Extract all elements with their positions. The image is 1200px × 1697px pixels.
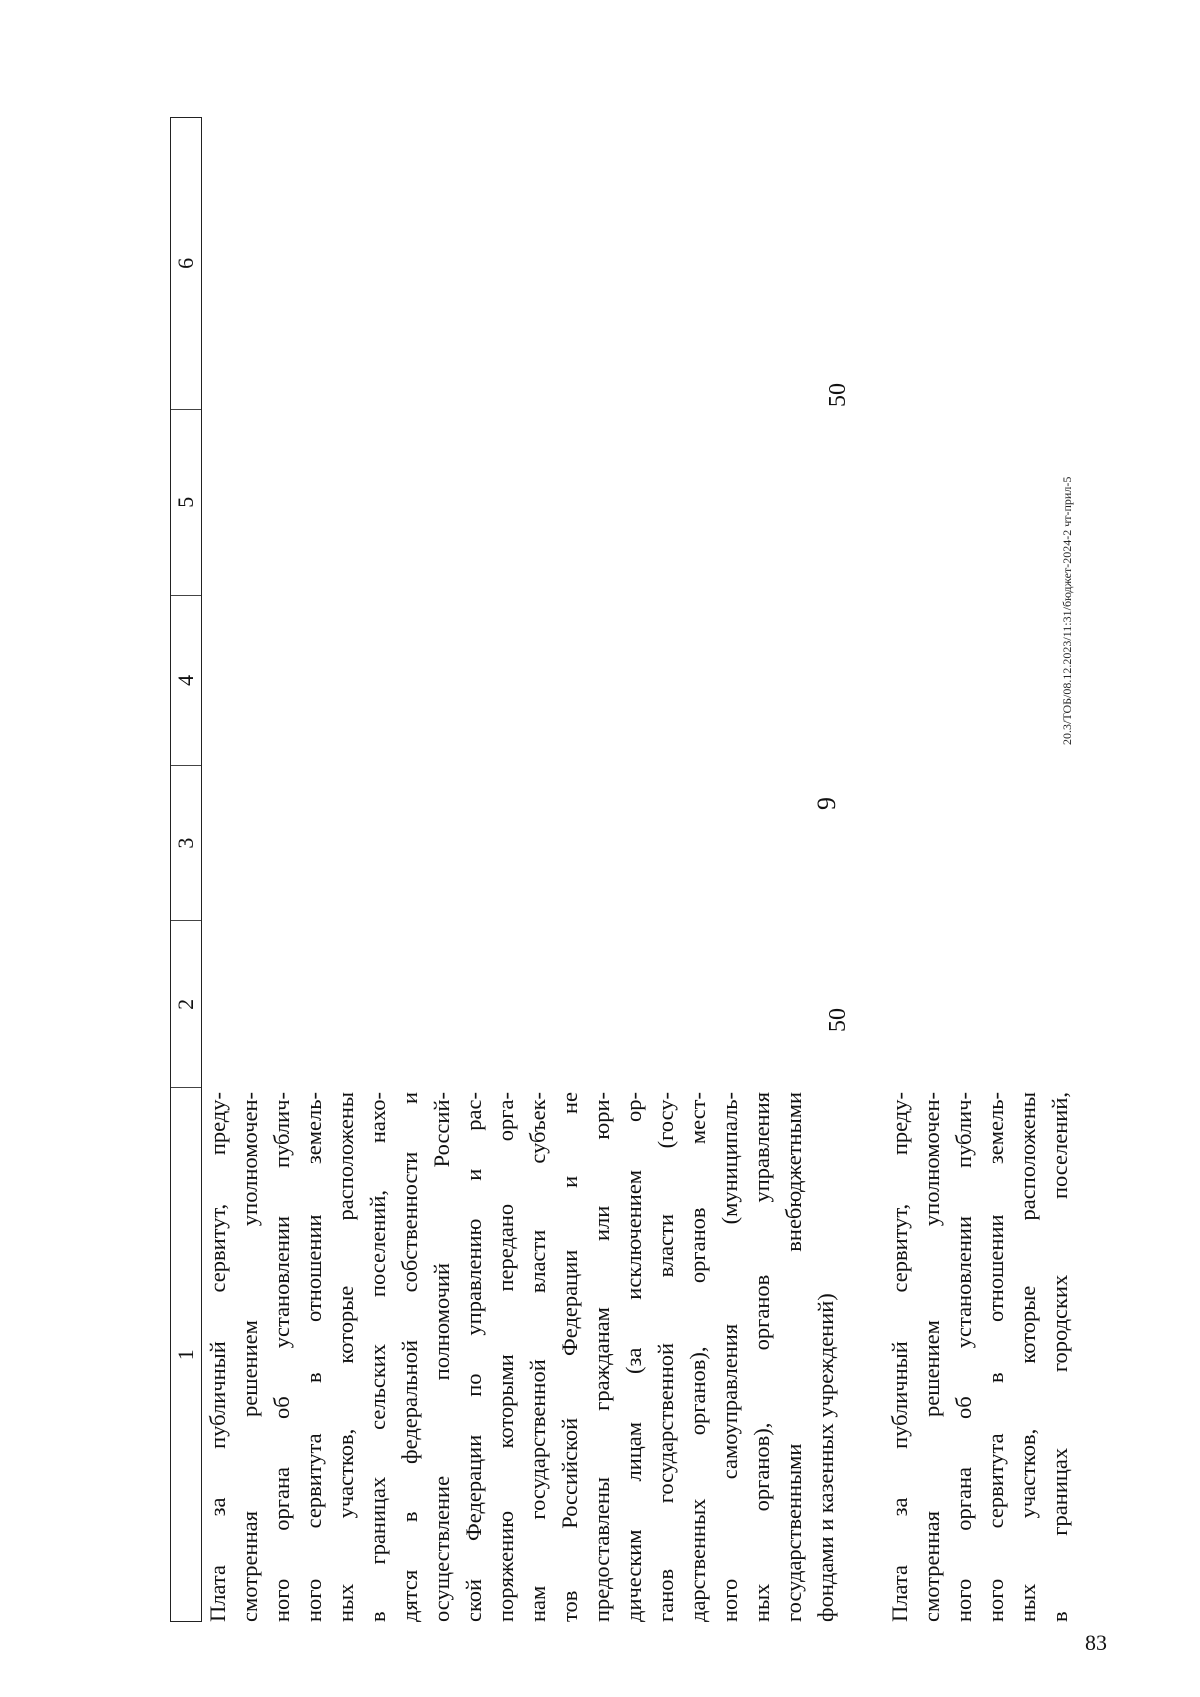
row-line: ного сервитута в отношении земель- [983, 1092, 1008, 1622]
row-line: ганов государственной власти (госу- [653, 1092, 678, 1622]
row-line: дическим лицам (за исключением ор- [621, 1092, 646, 1622]
row-line: осуществление полномочий Россий- [429, 1092, 454, 1622]
row-line: фондами и казенных учреждений) [813, 1293, 838, 1622]
page-number: 9 [812, 797, 841, 810]
row-line: ного сервитута в отношении земель- [301, 1092, 326, 1622]
row-line: ного органа об установлении публич- [269, 1092, 294, 1622]
row-line: смотренная решением уполномочен- [237, 1092, 262, 1622]
row-line: смотренная решением уполномочен- [919, 1092, 944, 1622]
row-line: тов Российской Федерации и не [557, 1092, 582, 1622]
header-col-1: 1 [171, 1087, 201, 1621]
row-line: ных участков, которые расположены [333, 1092, 358, 1622]
header-col-6: 6 [173, 257, 198, 269]
row-line: ных органов), органов управления [749, 1092, 774, 1622]
row-line: ных участков, которые расположены [1015, 1092, 1040, 1622]
header-col-2: 2 [171, 920, 201, 1087]
row-line: дарственных органов), органов мест- [685, 1092, 710, 1622]
footer-document-code: 20.3/ТОБ/08.12.2023/11:31/бюджет-2024-2 чт-прил-5 [1060, 476, 1074, 745]
row-1-col-2-value: 50 [825, 1008, 851, 1032]
row-line: в границах сельских поселений, нахо- [365, 1092, 390, 1622]
row-line: в границах городских поселений, [1047, 1092, 1072, 1622]
row-line: Плата за публичный сервитут, преду- [887, 1092, 912, 1622]
corner-page-number: 83 [1085, 1630, 1107, 1655]
header-col-3: 3 [171, 765, 201, 920]
row-line: Плата за публичный сервитут, преду- [205, 1092, 230, 1622]
row-line: государственными внебюджетными [781, 1092, 806, 1622]
row-line: ного органа об установлении публич- [951, 1092, 976, 1622]
header-col-5: 5 [171, 409, 201, 595]
row-line: предоставлены гражданам или юри- [589, 1092, 614, 1622]
table-row-1-text [202, 1092, 842, 1622]
row-line: дятся в федеральной собственности и [397, 1092, 422, 1622]
row-line: ской Федерации по управлению и рас- [461, 1092, 486, 1622]
row-line: ного самоуправления (муниципаль- [717, 1092, 742, 1622]
row-line: нам государственной власти субъек- [525, 1092, 550, 1622]
row-1-col-5-value: 50 [825, 383, 851, 407]
table-row-2-text [884, 1092, 1076, 1622]
header-col-4: 4 [171, 595, 201, 765]
table-header-row [170, 117, 202, 1622]
row-line: поряжению которыми передано орга- [493, 1092, 518, 1622]
